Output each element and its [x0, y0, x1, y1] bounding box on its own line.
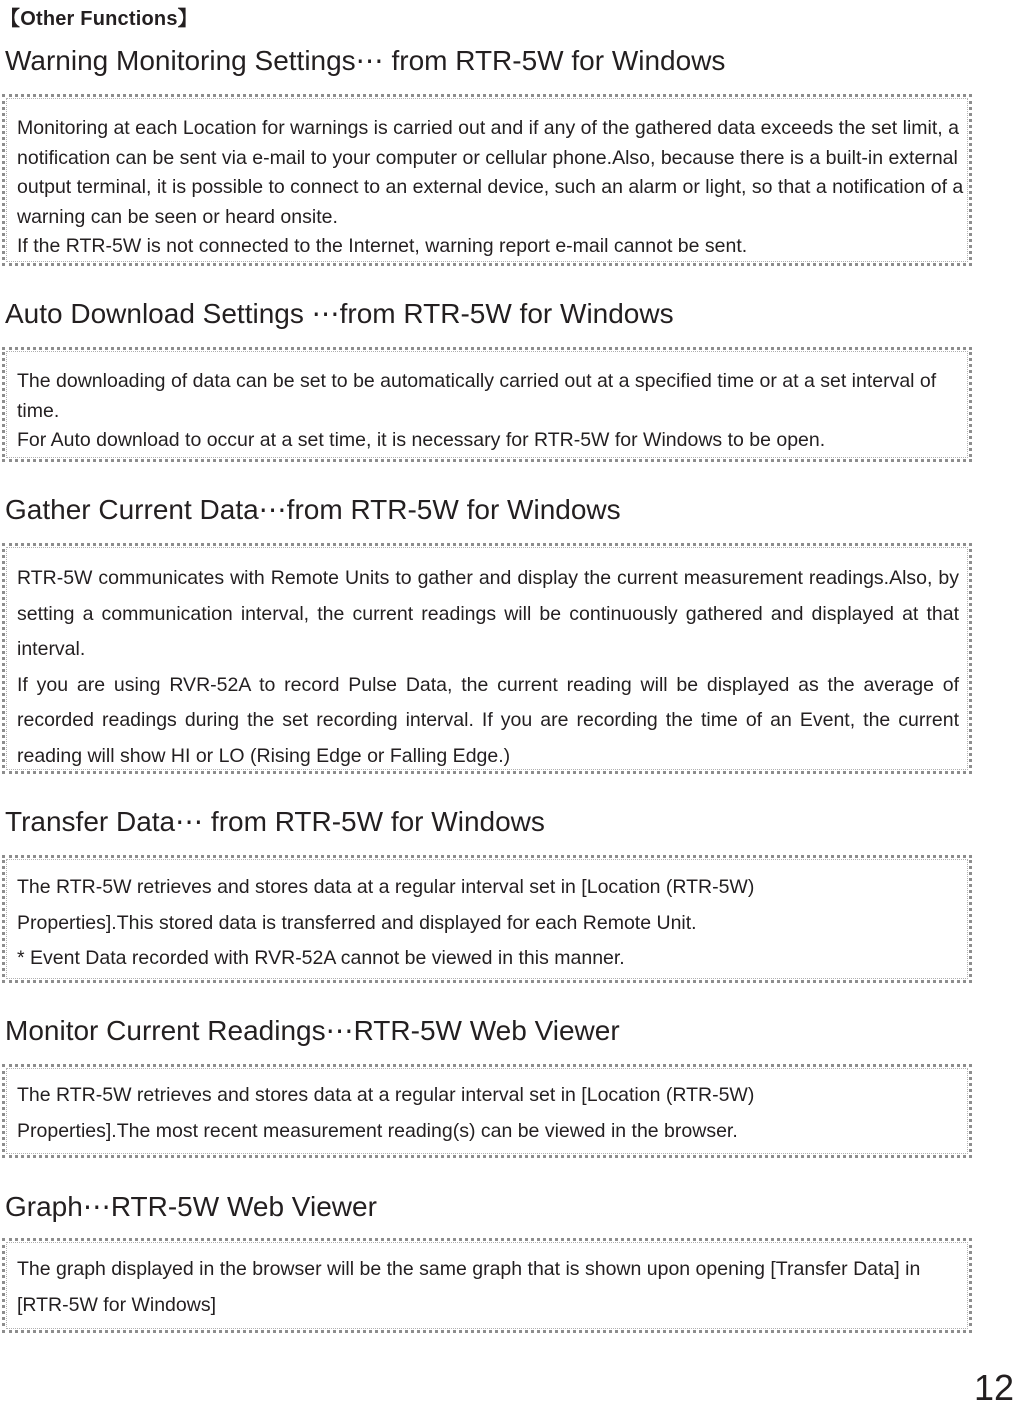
section-paragraph: If you are using RVR-52A to record Pulse Data, the current reading will be displayed as the average of recorded readings during the set recording interval. If you are recording the time of an Event, the current reading will show HI or LO (Rising Edge or Falling Edge.): [17, 673, 959, 767]
page-number: 12: [973, 1367, 1014, 1408]
section-paragraph: The downloading of data can be set to be automatically carried out at a specified time or at a set interval of time.: [17, 370, 937, 422]
section-box-warning-monitoring: [2, 94, 972, 266]
section-title-transfer-data: Transfer Data⋯ from RTR-5W for Windows: [5, 806, 545, 837]
section-paragraph: The graph displayed in the browser will be the same graph that is shown upon opening [Transfer Data] in [RTR-5W for Windows]: [17, 1258, 921, 1316]
section-title-warning-monitoring: Warning Monitoring Settings⋯ from RTR-5W for Windows: [5, 45, 726, 76]
section-paragraph: The RTR-5W retrieves and stores data at a regular interval set in [Location (RTR-5W) Properties].This stored data is transferred and displayed for each Remote Unit.: [17, 876, 755, 934]
section-paragraph: If the RTR-5W is not connected to the Internet, warning report e-mail cannot be sent.: [17, 235, 748, 258]
section-title-graph: Graph⋯RTR-5W Web Viewer: [5, 1191, 377, 1222]
section-box-auto-download: [2, 347, 972, 462]
section-paragraph: * Event Data recorded with RVR-52A cannot be viewed in this manner.: [17, 947, 625, 969]
section-paragraph: The RTR-5W retrieves and stores data at a regular interval set in [Location (RTR-5W) Properties].The most recent measurement reading(s) can be viewed in the browser.: [17, 1084, 755, 1142]
section-paragraph: Monitoring at each Location for warnings is carried out and if any of the gathered data exceeds the set limit, a notification can be sent via e-mail to your computer or cellular phone.Also, because there is a built-in external output terminal, it is possible to connect to an external device, such an alarm or light, so that a notification of a warning can be seen or heard onsite.: [17, 117, 964, 228]
section-box-gather-current-data: [2, 543, 972, 774]
section-box-graph: [2, 1238, 972, 1333]
section-title-gather-current-data: Gather Current Data⋯from RTR-5W for Windows: [5, 494, 621, 525]
section-title-monitor-current-readings: Monitor Current Readings⋯RTR-5W Web Viewer: [5, 1015, 620, 1046]
section-paragraph: For Auto download to occur at a set time, it is necessary for RTR-5W for Windows to be open.: [17, 429, 826, 452]
page-header: 【Other Functions】: [0, 8, 198, 30]
section-box-monitor-current-readings: [2, 1064, 972, 1158]
section-paragraph: RTR-5W communicates with Remote Units to gather and display the current measurement readings.Also, by setting a communication interval, the current readings will be continuously gathered and displayed at that interval.: [17, 567, 959, 660]
section-box-transfer-data: [2, 855, 972, 983]
section-title-auto-download: Auto Download Settings ⋯from RTR-5W for Windows: [5, 298, 674, 329]
